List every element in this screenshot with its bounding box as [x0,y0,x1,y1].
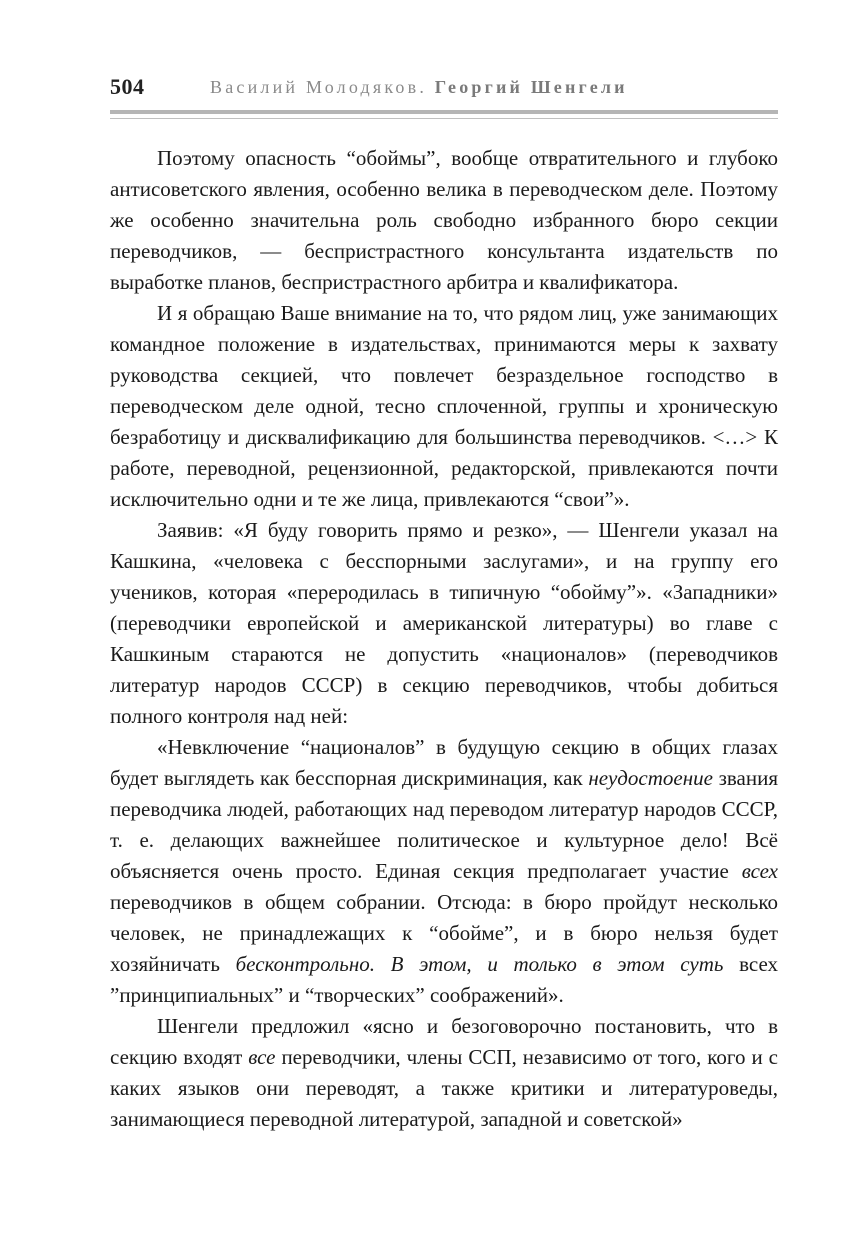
page-number: 504 [110,74,145,99]
paragraph-text: Шенгели предложил «ясно и безоговорочно постановить, что в секцию входят [110,1014,778,1069]
paragraph [110,1011,778,1135]
paragraph-text: «Невключение “националов” в будущую секцию в общих глазах будет выглядеть как бесспорная дискриминация, как [110,735,778,790]
paragraph [110,515,778,732]
running-head [210,77,628,98]
running-head-title: Георгий Шенгели [434,77,628,97]
paragraph-text: Поэтому опасность “обоймы”, вообще отвратительного и глубоко антисоветского явления, особенно велика в переводческом деле. Поэтому же особенно значительна роль свободно избранного бюро секции переводчиков, — беспристрастного консультанта издательств по выработке планов, беспристрастного арбитра и квалификатора. [110,146,778,294]
paragraph [110,143,778,298]
italic-text: бесконтрольно. В этом, и только в этом суть [235,952,724,976]
italic-text: все [248,1045,276,1069]
paragraph [110,732,778,1011]
italic-text: неудостоение [588,766,713,790]
paragraph-text: всех ”принципиальных” и “творческих” соображений». [110,952,778,1007]
paragraph-text: звания переводчика людей, работающих над переводом литератур народов СССР, т. е. делающих важнейшее политическое и культурное дело! Всё объясняется очень просто. Единая секция предполагает участие [110,766,779,883]
italic-text: всех [741,859,778,883]
paragraph [110,298,778,515]
body-text [110,143,778,1135]
paragraph-text: И я обращаю Ваше внимание на то, что рядом лиц, уже занимающих командное положение в издательствах, принимаются меры к захвату руководства секцией, что повлечет безраздельное господство в переводческом деле одной, тесно сплоченной, группы и хроническую безработицу и дисквалификацию для большинства переводчиков. <…> К работе, переводной, рецензионной, редакторской, привлекаются почти исключительно одни и те же лица, привлекаются “свои”». [110,301,778,511]
paragraph-text: переводчиков в общем собрании. Отсюда: в бюро пройдут несколько человек, не принадлежащих к “обойме”, и в бюро нельзя будет хозяйничать [110,890,778,976]
header-rule-thick [110,110,778,114]
running-head-author: Василий Молодяков. [210,77,428,97]
paragraph-text: переводчики, члены ССП, независимо от того, кого и с каких языков они переводят, а также критики и литературоведы, занимающиеся переводной литературой, западной и советской» [110,1045,778,1131]
paragraph-text: Заявив: «Я буду говорить прямо и резко», — Шенгели указал на Кашкина, «человека с бесспорными заслугами», и на группу его учеников, которая «переродилась в типичную “обойму”». «Западники» (переводчики европейской и американской литературы) во главе с Кашкиным стараются не допустить «националов» (переводчиков литератур народов СССР) в секцию переводчиков, чтобы добиться полного контроля над ней: [110,518,778,728]
header-rule-thin [110,118,778,119]
page-header [110,74,778,106]
